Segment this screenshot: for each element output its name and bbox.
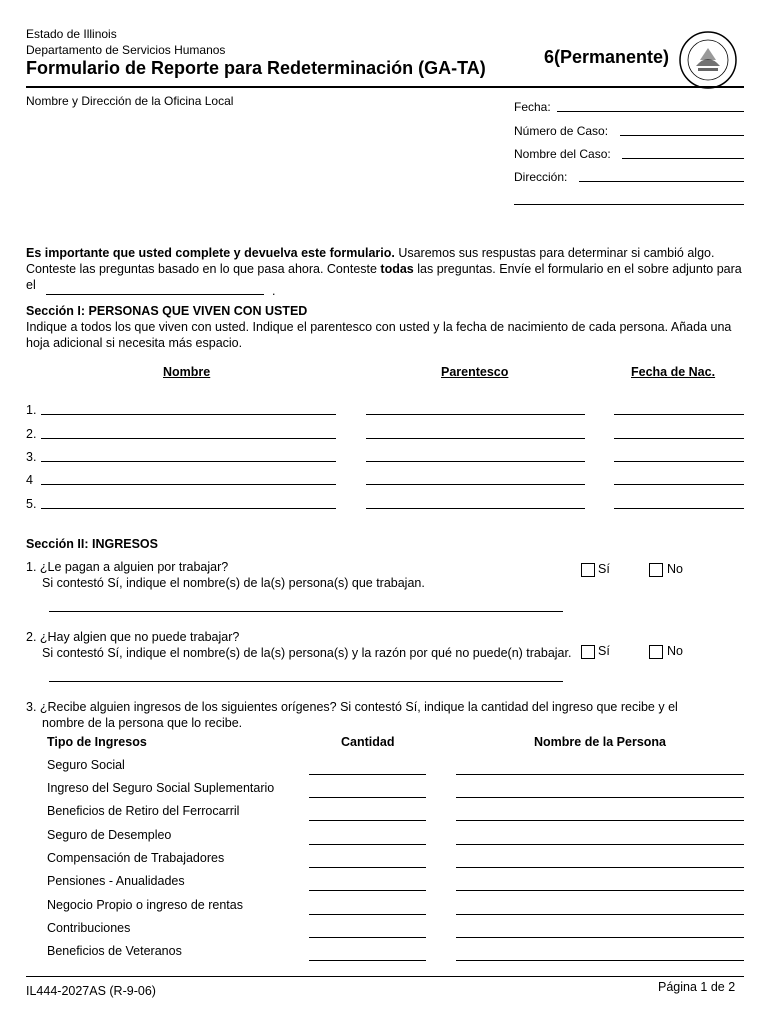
person-relation-field[interactable] (366, 438, 585, 439)
q2-answer-field[interactable] (49, 681, 563, 682)
person-name-field[interactable] (41, 508, 336, 509)
person-name-field[interactable] (41, 414, 336, 415)
intro-period: . (272, 284, 276, 298)
intro-line-2 (26, 261, 751, 277)
section-1-desc-1: Indique a todos los que viven con usted. Indique el parentesco con usted y la fecha de nacimiento de cada persona. Añada una (26, 320, 732, 334)
income-type-label: Contribuciones (47, 921, 131, 935)
state-seal-icon (678, 30, 738, 90)
return-address-field[interactable] (46, 294, 264, 295)
section-2-title: Sección II: INGRESOS (26, 537, 158, 551)
income-person-field[interactable] (456, 890, 744, 891)
income-amount-field[interactable] (309, 937, 426, 938)
intro-text-2b: las preguntas. Envíe el formulario en el sobre adjunto para (413, 262, 742, 276)
person-row-number: 5. (26, 497, 37, 511)
person-row-number: 4 (26, 473, 33, 487)
income-amount-field[interactable] (309, 890, 426, 891)
intro-line-3: el (26, 278, 36, 292)
person-name-field[interactable] (41, 438, 336, 439)
person-relation-field[interactable] (366, 414, 585, 415)
income-type-label: Seguro Social (47, 758, 125, 772)
income-amount-field[interactable] (309, 797, 426, 798)
income-amount-field[interactable] (309, 774, 426, 775)
q1-yes-label: Sí (598, 562, 610, 576)
income-amount-field[interactable] (309, 867, 426, 868)
person-name-field[interactable] (41, 461, 336, 462)
q2-no-checkbox[interactable] (649, 645, 663, 659)
income-person-field[interactable] (456, 937, 744, 938)
income-person-field[interactable] (456, 844, 744, 845)
person-dob-field[interactable] (614, 461, 744, 462)
income-amount-field[interactable] (309, 820, 426, 821)
department-name: Departamento de Servicios Humanos (26, 43, 226, 57)
form-id: IL444-2027AS (R-9-06) (26, 984, 156, 998)
page-number: Página 1 de 2 (658, 980, 736, 994)
column-nombre: Nombre (163, 365, 211, 379)
intro-text-2a: Conteste las preguntas basado en lo que pasa ahora. Conteste (26, 262, 381, 276)
income-type-label: Compensación de Trabajadores (47, 851, 225, 865)
column-nombre-persona: Nombre de la Persona (534, 735, 666, 749)
q1-no-checkbox[interactable] (649, 563, 663, 577)
form-title: Formulario de Reporte para Redeterminación (GA-TA) (26, 58, 486, 78)
person-row-number: 2. (26, 427, 37, 441)
income-person-field[interactable] (456, 820, 744, 821)
intro-line-1 (26, 245, 751, 261)
section-1-title: Sección I: PERSONAS QUE VIVEN CON USTED (26, 304, 308, 318)
question-2-detail: Si contestó Sí, indique el nombre(s) de la(s) persona(s) y la razón por qué no puede(n) trabajar. (42, 646, 572, 660)
q1-no-label: No (667, 562, 683, 576)
person-dob-field[interactable] (614, 438, 744, 439)
person-relation-field[interactable] (366, 461, 585, 462)
intro-bold-todas: todas (380, 262, 414, 276)
question-3-detail: nombre de la persona que lo recibe. (42, 716, 243, 730)
case-name-label: Nombre del Caso: (514, 147, 611, 161)
question-1-detail: Si contestó Sí, indique el nombre(s) de la(s) persona(s) que trabajan. (42, 576, 425, 590)
person-relation-field[interactable] (366, 508, 585, 509)
income-person-field[interactable] (456, 774, 744, 775)
state-name: Estado de Illinois (26, 27, 117, 41)
income-person-field[interactable] (456, 797, 744, 798)
q1-yes-checkbox[interactable] (581, 563, 595, 577)
fecha-field[interactable] (557, 111, 744, 112)
intro-bold-text: Es importante que usted complete y devuelva este formulario. (26, 246, 395, 260)
person-name-field[interactable] (41, 484, 336, 485)
column-fecha-nac: Fecha de Nac. (631, 365, 716, 379)
income-type-label: Pensiones - Anualidades (47, 874, 185, 888)
case-number-field[interactable] (620, 135, 744, 136)
case-number-label: Número de Caso: (514, 124, 609, 138)
income-person-field[interactable] (456, 867, 744, 868)
income-type-label: Negocio Propio o ingreso de rentas (47, 898, 243, 912)
column-parentesco: Parentesco (441, 365, 509, 379)
case-name-field[interactable] (622, 158, 744, 159)
address-field[interactable] (579, 181, 744, 182)
income-type-label: Beneficios de Retiro del Ferrocarril (47, 804, 240, 818)
q2-no-label: No (667, 644, 683, 658)
address-label: Dirección: (514, 170, 568, 184)
person-relation-field[interactable] (366, 484, 585, 485)
income-person-field[interactable] (456, 960, 744, 961)
question-1: 1. ¿Le pagan a alguien por trabajar? (26, 560, 229, 574)
person-dob-field[interactable] (614, 414, 744, 415)
permanent-label: 6(Permanente) (544, 47, 670, 67)
column-cantidad: Cantidad (341, 735, 395, 749)
income-amount-field[interactable] (309, 960, 426, 961)
q2-yes-checkbox[interactable] (581, 645, 595, 659)
person-dob-field[interactable] (614, 484, 744, 485)
income-amount-field[interactable] (309, 914, 426, 915)
q2-yes-label: Sí (598, 644, 610, 658)
office-label: Nombre y Dirección de la Oficina Local (26, 94, 234, 108)
q1-answer-field[interactable] (49, 611, 563, 612)
question-3: 3. ¿Recibe alguien ingresos de los siguientes orígenes? Si contestó Sí, indique la cantidad del ingreso que recibe y el (26, 700, 678, 714)
income-type-label: Seguro de Desempleo (47, 828, 172, 842)
person-dob-field[interactable] (614, 508, 744, 509)
column-tipo-ingresos: Tipo de Ingresos (47, 735, 147, 749)
income-type-label: Beneficios de Veteranos (47, 944, 182, 958)
fecha-label: Fecha: (514, 100, 551, 114)
intro-text: Usaremos sus respustas para determinar si cambió algo. (394, 246, 715, 260)
person-row-number: 1. (26, 403, 37, 417)
person-row-number: 3. (26, 450, 37, 464)
income-person-field[interactable] (456, 914, 744, 915)
address-field-2[interactable] (514, 204, 744, 205)
income-type-label: Ingreso del Seguro Social Suplementario (47, 781, 275, 795)
question-2: 2. ¿Hay algien que no puede trabajar? (26, 630, 240, 644)
section-1-desc-2: hoja adicional si necesita más espacio. (26, 336, 243, 350)
income-amount-field[interactable] (309, 844, 426, 845)
